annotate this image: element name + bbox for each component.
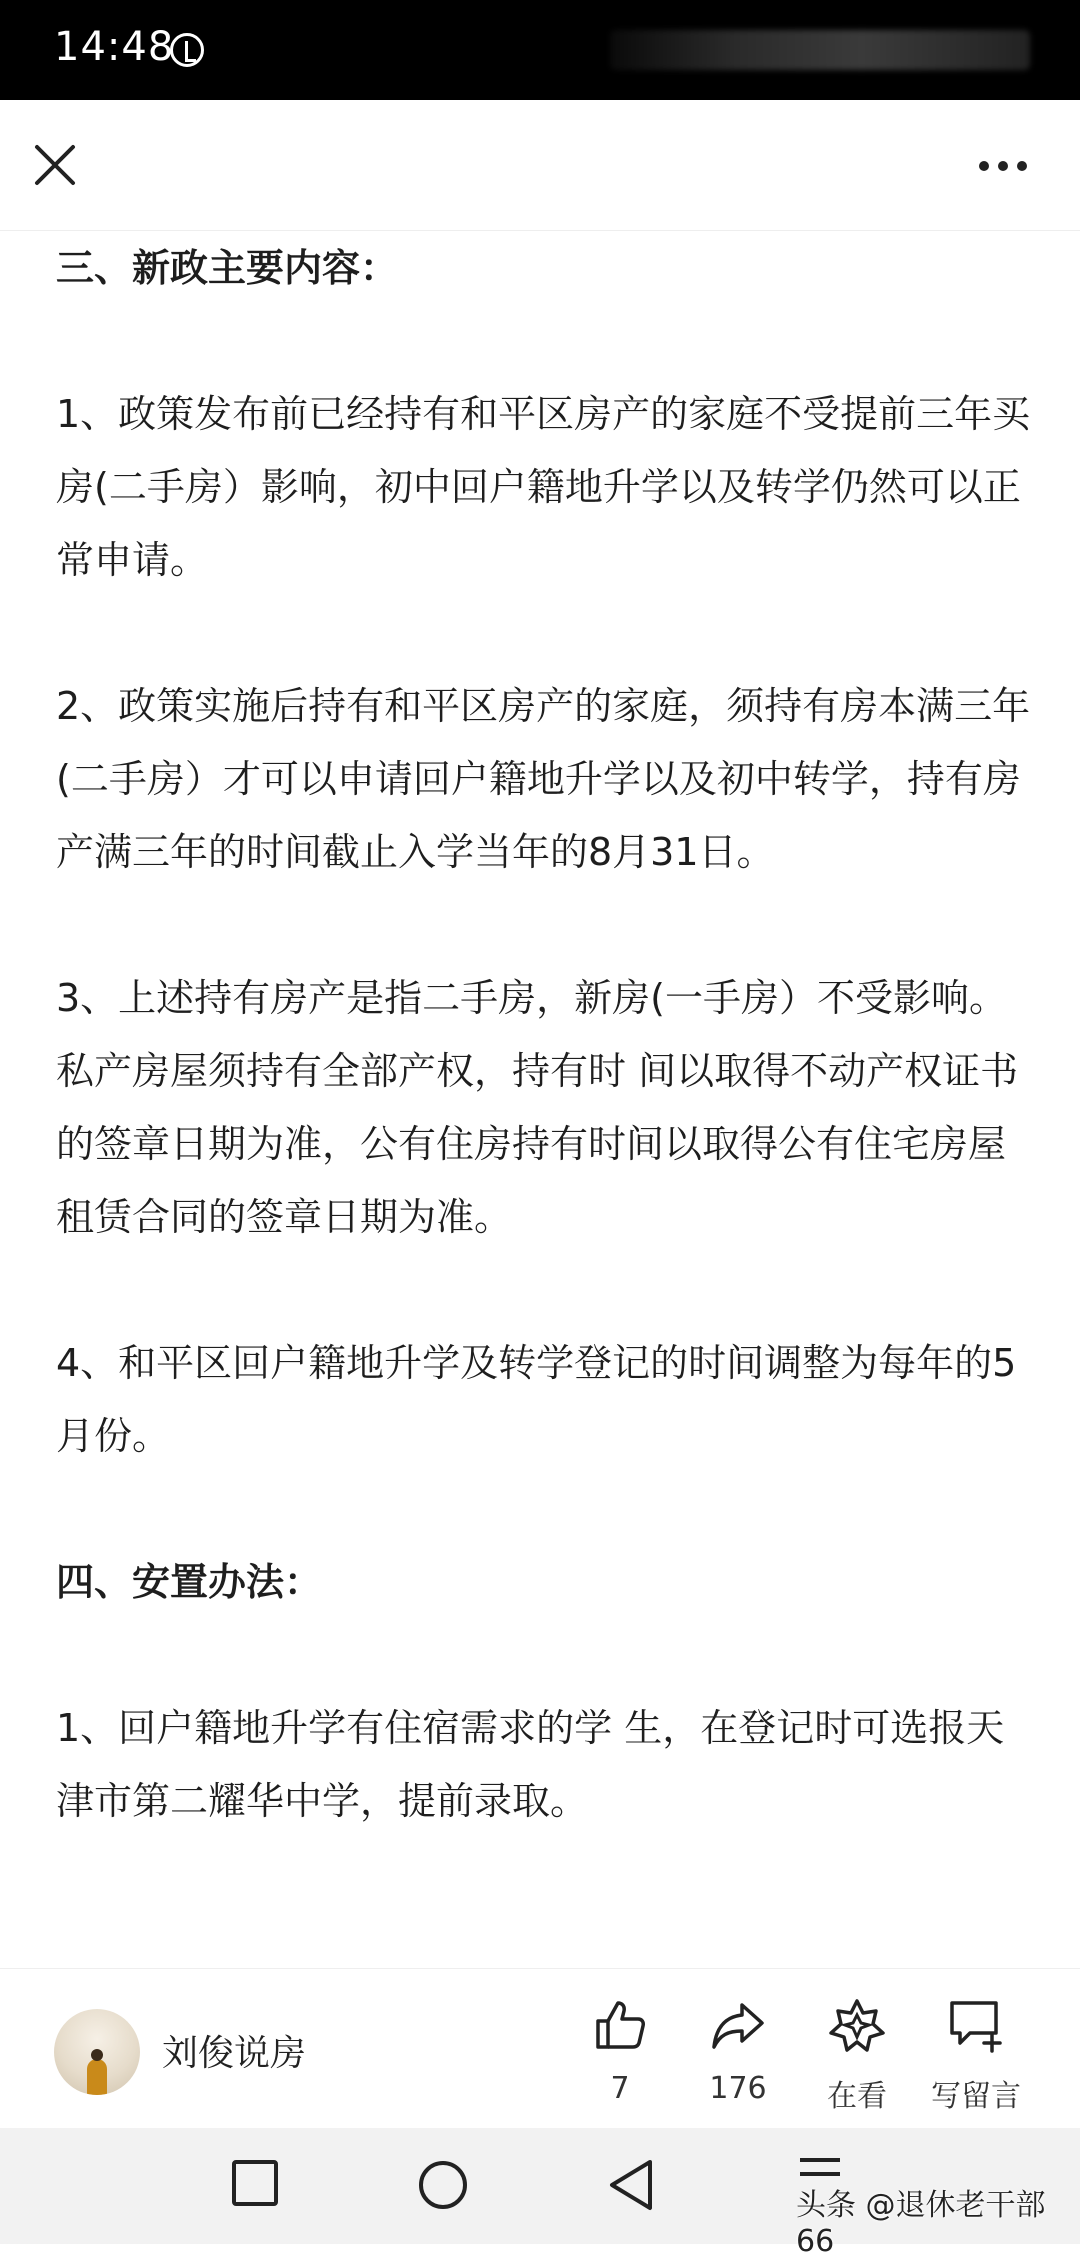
paragraph-4: 4、和平区回户籍地升学及转学登记的时间调整为每年的5月份。 [56,1341,1017,1458]
thumbs-up-icon [592,1997,648,2053]
watching-label: 在看 [827,2079,887,2114]
more-icon[interactable] [978,160,1028,172]
section-heading-4: 四、安置办法： [56,1560,323,1604]
like-button[interactable] [560,1997,680,2106]
recents-square-icon[interactable] [230,2158,280,2208]
comment-label: 写留言 [931,2079,1021,2114]
write-comment-button[interactable] [916,1997,1036,2115]
avatar-figure [87,2059,107,2095]
vpn-status-icon [170,33,204,67]
top-nav [0,100,1080,231]
author-avatar[interactable] [54,2009,140,2095]
author-name[interactable]: 刘俊说房 [162,2033,307,2074]
back-triangle-icon[interactable] [606,2158,656,2212]
watching-button[interactable] [797,1997,917,2115]
share-count: 176 [709,2071,767,2106]
comment-add-icon [948,1997,1004,2053]
paragraph-3: 3、上述持有房产是指二手房，新房(一手房）不受影响。私产房屋须持有全部产权，持有时 间以取得不动产权证书的签章日期为准，公有住房持有时间以取得公有住宅房屋租赁合同的签章日期为准。 [56,976,1019,1239]
article-body [56,232,1036,1911]
like-count: 7 [610,2071,630,2106]
status-icons-blurred [610,30,1030,70]
close-icon[interactable] [34,144,76,186]
paragraph-5: 1、回户籍地升学有住宿需求的学 生，在登记时可选报天津市第二耀华中学，提前录取。 [56,1706,1005,1823]
status-time: 14:48 [54,24,175,70]
sparkle-star-icon [829,1997,885,2053]
home-circle-icon[interactable] [416,2158,470,2212]
status-bar [0,0,1080,100]
section-heading-3: 三、新政主要内容： [56,246,399,290]
share-arrow-icon [710,1997,766,2053]
paragraph-2: 2、政策实施后持有和平区房产的家庭，须持有房本满三年(二手房）才可以申请回户籍地升学以及初中转学，持有房产满三年的时间截止入学当年的8月31日。 [56,684,1031,874]
watermark: 头条 @退休老干部66 [796,2188,1046,2259]
action-bar [0,1968,1080,2129]
paragraph-1: 1、政策发布前已经持有和平区房产的家庭不受提前三年买房(二手房）影响，初中回户籍地升学以及转学仍然可以正常申请。 [56,392,1031,582]
avatar-head [91,2049,103,2061]
share-button[interactable] [678,1997,798,2106]
